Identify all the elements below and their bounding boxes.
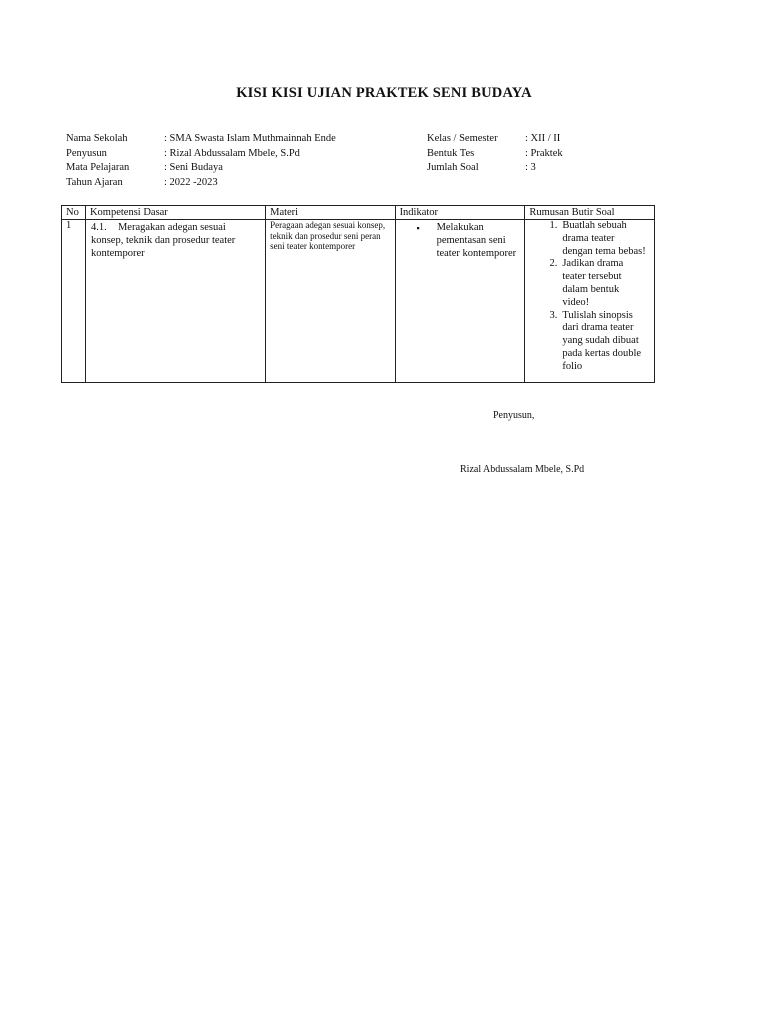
list-number: 2. bbox=[549, 258, 558, 270]
list-text: Buatlah sebuah drama teater dengan tema bebas! bbox=[562, 220, 646, 257]
info-row-year bbox=[66, 176, 336, 191]
kisi-table bbox=[61, 205, 655, 383]
info-label: Nama Sekolah bbox=[66, 133, 128, 144]
info-value: : 2022 -2023 bbox=[164, 176, 218, 188]
header-materi: Materi bbox=[266, 206, 395, 220]
info-row-subject bbox=[66, 161, 336, 176]
list-item bbox=[529, 220, 654, 258]
info-row-author bbox=[66, 147, 336, 162]
bullet-icon: ▪ bbox=[416, 223, 420, 233]
info-value: : Rizal Abdussalam Mbele, S.Pd bbox=[164, 147, 300, 159]
header-rumusan-butir-soal: Rumusan Butir Soal bbox=[525, 206, 655, 220]
info-value: : 3 bbox=[525, 162, 536, 173]
info-row-question-count bbox=[427, 161, 563, 176]
header-indikator: Indikator bbox=[395, 206, 525, 220]
kd-text: Meragakan adegan sesuai konsep, teknik dan prosedur teater kontemporer bbox=[90, 222, 236, 259]
cell-indikator bbox=[395, 220, 525, 383]
list-item bbox=[529, 258, 654, 309]
info-right-block bbox=[427, 132, 563, 176]
list-text: Tulislah sinopsis dari drama teater yang sudah dibuat pada kertas double folio bbox=[562, 309, 642, 372]
info-left-block bbox=[66, 132, 336, 190]
list-item bbox=[529, 310, 654, 374]
kd-number: 4.1. bbox=[90, 222, 107, 233]
info-value: : Praktek bbox=[525, 147, 563, 159]
info-row-test-type bbox=[427, 147, 563, 162]
info-label: Mata Pelajaran bbox=[66, 162, 130, 173]
cell-no: 1 bbox=[62, 220, 86, 383]
info-row-school bbox=[66, 132, 336, 147]
signature-label: Penyusun, bbox=[493, 410, 535, 421]
cell-materi bbox=[266, 220, 395, 383]
info-label: Bentuk Tes bbox=[427, 147, 475, 159]
cell-rumusan-butir-soal bbox=[525, 220, 655, 383]
document-title: KISI KISI UJIAN PRAKTEK SENI BUDAYA bbox=[236, 85, 532, 101]
info-value: : SMA Swasta Islam Muthmainnah Ende bbox=[164, 133, 336, 144]
info-row-class bbox=[427, 132, 563, 147]
indikator-text: Melakukan pementasan seni teater kontemporer bbox=[436, 222, 517, 259]
table-header-row bbox=[62, 206, 655, 220]
info-label: Kelas / Semester bbox=[427, 133, 498, 144]
cell-kompetensi-dasar bbox=[85, 220, 265, 383]
table-row bbox=[62, 220, 655, 383]
info-label: Jumlah Soal bbox=[427, 162, 479, 173]
info-label: Penyusun bbox=[66, 147, 107, 159]
info-value: : Seni Budaya bbox=[164, 162, 223, 173]
info-value: : XII / II bbox=[525, 133, 561, 144]
signature-name: Rizal Abdussalam Mbele, S.Pd bbox=[460, 464, 585, 475]
header-kompetensi-dasar: Kompetensi Dasar bbox=[85, 206, 265, 220]
materi-text: Peragaan adegan sesuai konsep, teknik dan prosedur seni peran seni teater kontemporer bbox=[270, 220, 386, 251]
info-label: Tahun Ajaran bbox=[66, 176, 123, 188]
header-no: No bbox=[62, 206, 86, 220]
list-number: 3. bbox=[549, 309, 558, 321]
list-text: Jadikan drama teater tersebut dalam bentuk video! bbox=[562, 258, 624, 308]
list-number: 1. bbox=[549, 220, 558, 231]
